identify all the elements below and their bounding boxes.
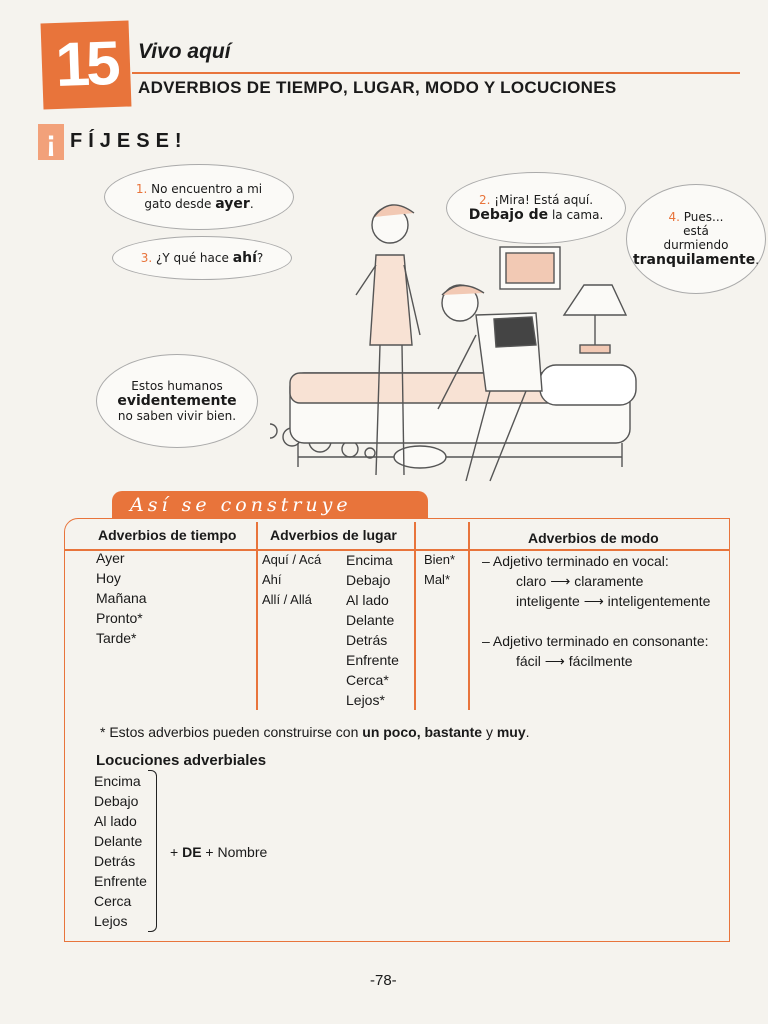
bubble-text: . <box>249 197 254 211</box>
fijese-mark: ¡ <box>38 124 64 160</box>
bubble-text: . <box>755 253 760 267</box>
formula-keyword: DE <box>182 844 202 860</box>
list-item: Ayer <box>96 550 125 566</box>
list-item: Allí / Allá <box>262 592 312 607</box>
list-item: Ahí <box>262 572 282 587</box>
bubble-text: durmiendo <box>663 238 729 252</box>
list-item: Al lado <box>94 813 137 829</box>
list-item: Enfrente <box>94 873 147 889</box>
bubble-text: la cama. <box>551 208 604 222</box>
header-rule <box>132 72 740 74</box>
column-divider <box>256 522 258 710</box>
locuciones-list <box>94 771 147 931</box>
speech-bubble-3 <box>112 236 292 280</box>
list-item: Lejos* <box>346 692 385 708</box>
section-banner: Así se construye <box>112 491 428 519</box>
list-item: Hoy <box>96 570 121 586</box>
header-modo: Adverbios de modo <box>528 530 659 546</box>
list-item: Enfrente <box>346 652 399 668</box>
list-item: Delante <box>94 833 143 849</box>
locuciones-formula <box>170 844 267 860</box>
bubble-text: ¿Y qué hace <box>155 251 229 265</box>
speech-bubble-1 <box>104 164 294 230</box>
modo-short-list <box>424 550 455 590</box>
column-divider <box>468 522 470 710</box>
bubble-text: está <box>683 224 709 238</box>
list-item: Lejos <box>94 913 128 929</box>
header-lugar: Adverbios de lugar <box>270 527 397 543</box>
list-item: Encima <box>94 773 141 789</box>
list-item: Encima <box>346 552 393 568</box>
bubble-text: No encuentro a mi <box>151 182 263 196</box>
list-item: Cerca* <box>346 672 389 688</box>
bubble-text: ¡Mira! Está aquí. <box>494 193 594 207</box>
list-item: Bien* <box>424 552 456 567</box>
formula-text: + <box>170 844 179 860</box>
tiempo-list <box>96 548 147 648</box>
bubble-keyword: ahí <box>232 250 257 266</box>
list-item: Detrás <box>346 632 388 648</box>
unit-subtitle: ADVERBIOS DE TIEMPO, LUGAR, MODO Y LOCUCIONES <box>138 78 617 97</box>
list-item: Mañana <box>96 590 147 606</box>
rule-text: – Adjetivo terminado en vocal: <box>482 553 669 569</box>
footnote-text: . <box>525 724 530 740</box>
footnote-bold: un poco, bastante <box>362 724 483 740</box>
bubble-keyword: evidentemente <box>117 393 237 409</box>
header-tiempo: Adverbios de tiempo <box>98 527 237 543</box>
list-item: Delante <box>346 612 395 628</box>
bubble-number: 1. <box>135 182 148 196</box>
lugar-list-b <box>346 550 399 710</box>
list-item: Al lado <box>346 592 389 608</box>
fijese-heading: FÍJESE! <box>70 130 188 152</box>
footnote <box>100 724 530 740</box>
bubble-text: gato desde <box>144 197 212 211</box>
list-item: Debajo <box>346 572 391 588</box>
bubble-number: 2. <box>478 193 491 207</box>
example-text: fácil ⟶ fácilmente <box>516 653 633 669</box>
bedroom-illustration <box>270 195 650 495</box>
bubble-text: Pues... <box>683 210 724 224</box>
bubble-text: ? <box>256 251 264 265</box>
list-item: Aquí / Acá <box>262 552 322 567</box>
list-item: Detrás <box>94 853 136 869</box>
bubble-keyword: ayer <box>215 196 250 212</box>
unit-number-badge: 15 <box>41 20 132 109</box>
lugar-list-a <box>262 550 321 610</box>
bubble-number: 3. <box>140 251 153 265</box>
bubble-keyword: tranquilamente <box>632 252 756 268</box>
footnote-bold: muy <box>496 724 526 740</box>
locuciones-title: Locuciones adverbiales <box>96 752 267 769</box>
footnote-text: * Estos adverbios pueden construirse con <box>100 724 359 740</box>
page-number: -78- <box>370 972 397 989</box>
list-item: Tarde* <box>96 630 137 646</box>
unit-title: Vivo aquí <box>138 40 231 63</box>
thought-bubble-cat <box>96 354 258 448</box>
bracket <box>148 770 157 932</box>
formula-text: + Nombre <box>205 844 268 860</box>
bubble-text: Estos humanos <box>131 379 223 393</box>
footnote-text: y <box>485 724 493 740</box>
modo-rules <box>482 551 710 671</box>
rule-text: – Adjetivo terminado en consonante: <box>482 633 709 649</box>
bubble-number: 4. <box>668 210 680 224</box>
bubble-text: no saben vivir bien. <box>117 409 237 423</box>
bubble-keyword: Debajo de <box>468 207 549 223</box>
column-divider <box>414 522 416 710</box>
example-text: inteligente ⟶ inteligentemente <box>516 593 711 609</box>
example-text: claro ⟶ claramente <box>516 573 644 589</box>
list-item: Pronto* <box>96 610 143 626</box>
list-item: Mal* <box>424 572 451 587</box>
list-item: Debajo <box>94 793 139 809</box>
list-item: Cerca <box>94 893 132 909</box>
